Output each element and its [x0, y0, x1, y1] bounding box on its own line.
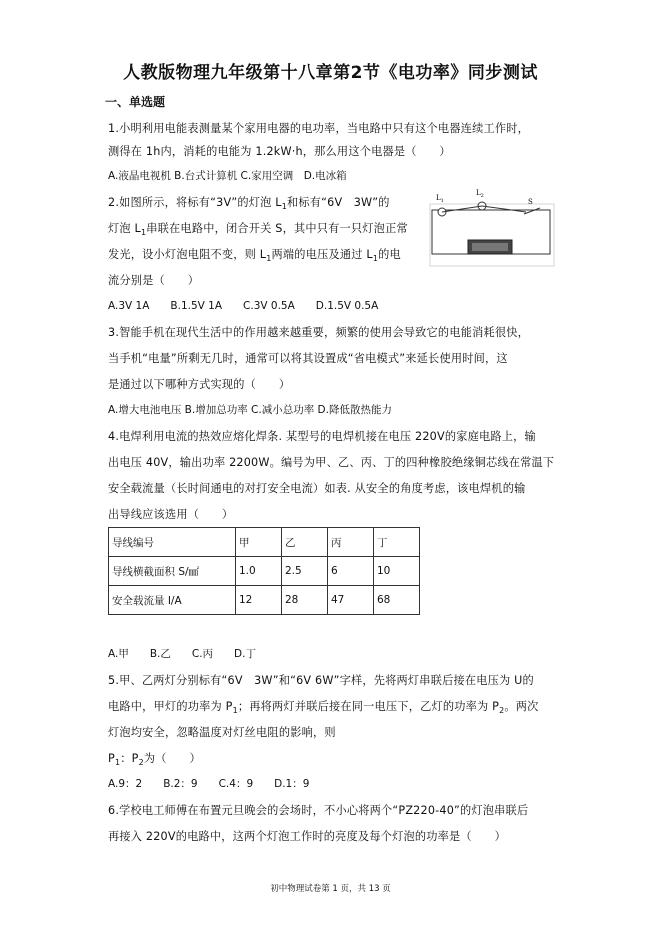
q1-line-2: 测得在 1h内，消耗的电能为 1.2kW·h，那么用这个电器是（ ） — [108, 145, 451, 158]
table-cell: 47 — [328, 586, 374, 615]
q5-line-3: 灯泡均安全，忽略温度对灯丝电阻的影响，则 — [108, 726, 336, 739]
label-l2: $L_2$ — [476, 189, 484, 199]
q2-line-1: 2.如图所示，将标有“3V”的灯泡 $L_1$和标有“6V 3W”的 — [108, 196, 390, 212]
table-header-cell: 乙 — [282, 528, 328, 557]
table-row — [109, 557, 420, 586]
table-row — [109, 586, 420, 615]
q2-line-2: 灯泡 $L_1$串联在电路中，闭合开关 S，其中只有一只灯泡正常 — [108, 222, 408, 238]
q2-options: A.3V 1A B.1.5V 1A C.3V 0.5A D.1.5V 0.5A — [108, 300, 379, 312]
q6-line-1: 6.学校电工师傅在布置元旦晚会的会场时，不小心将两个“PZ220-40”的灯泡串联后 — [108, 804, 529, 817]
q2-line-4: 流分别是（ ） — [108, 274, 200, 287]
table-cell: 28 — [282, 586, 328, 615]
table-cell: 10 — [374, 557, 420, 586]
q3-line-1: 3.智能手机在现代生活中的作用越来越重要，频繁的使用会导致它的电能消耗很快， — [108, 326, 530, 339]
label-l1: $L_1$ — [436, 194, 444, 204]
q1-options: A.液晶电视机 B.台式计算机 C.家用空调 D.电冰箱 — [108, 170, 347, 182]
table-cell: 安全载流量 I/A — [109, 586, 236, 615]
q4-line-1: 4.电焊利用电流的热效应熔化焊条. 某型号的电焊机接在电压 220V的家庭电路上，输 — [108, 430, 536, 443]
table-header-cell: 丁 — [374, 528, 420, 557]
q5-options: A.9：2 B.2：9 C.4：9 D.1：9 — [108, 778, 310, 790]
q4-line-2: 出电压 40V，输出功率 2200W。编号为甲、乙、丙、丁的四种橡胶绝缘铜芯线在常温下 — [108, 456, 555, 469]
battery-top-icon — [472, 243, 508, 251]
q4-line-4: 出导线应该选用（ ） — [108, 508, 234, 521]
q5-line-1: 5.甲、乙两灯分别标有“6V 3W”和“6V 6W”字样，先将两灯串联后接在电压为 U的 — [108, 674, 534, 687]
switch-icon — [524, 208, 540, 214]
table-cell: 导线横截面积 S/㎟ — [109, 557, 236, 586]
circuit-wire-l1-l2 — [442, 206, 482, 212]
q5-line-4: $P_1$：$P_2$为（ ） — [108, 752, 201, 768]
table-header-cell: 甲 — [236, 528, 282, 557]
page-footer: 初中物理试卷第 1 页，共 13 页 — [270, 884, 391, 894]
table-cell: 6 — [328, 557, 374, 586]
table-cell: 68 — [374, 586, 420, 615]
label-s: S — [528, 198, 533, 206]
q1-line-1: 1.小明利用电能表测量某个家用电器的电功率，当电路中只有这个电器连续工作时， — [108, 122, 530, 135]
page-title: 人教版物理九年级第十八章第2节《电功率》同步测试 — [123, 63, 538, 83]
q4-line-3: 安全载流量（长时间通电的对打安全电流）如表. 从安全的角度考虑，该电焊机的输 — [108, 482, 526, 495]
circuit-frame — [430, 204, 554, 266]
wire-table — [108, 527, 420, 615]
table-cell: 2.5 — [282, 557, 328, 586]
circuit-wire-l2-s — [482, 206, 526, 212]
q3-line-2: 当手机“电量”所剩无几时，通常可以将其设置成“省电模式”来延长使用时间，这 — [108, 352, 508, 365]
q6-line-2: 再接入 220V的电路中，这两个灯泡工作时的亮度及每个灯泡的功率是（ ） — [108, 830, 506, 843]
table-cell: 1.0 — [236, 557, 282, 586]
q3-line-3: 是通过以下哪种方式实现的（ ） — [108, 378, 291, 391]
q2-line-3: 发光，设小灯泡电阻不变，则 $L_1$两端的电压及通过 $L_1$的电 — [108, 248, 401, 264]
q4-options: A.甲 B.乙 C.丙 D.丁 — [108, 648, 256, 660]
circuit-diagram — [428, 188, 558, 268]
q5-line-2: 电路中，甲灯的功率为 $P_1$；再将两灯并联后接在同一电压下，乙灯的功率为 $P_2$。两次 — [108, 700, 539, 716]
table-cell: 12 — [236, 586, 282, 615]
table-header-row — [109, 528, 420, 557]
table-header-cell: 导线编号 — [109, 528, 236, 557]
q3-options: A.增大电池电压 B.增加总功率 C.减小总功率 D.降低散热能力 — [108, 404, 392, 416]
section-heading: 一、单选题 — [105, 95, 166, 109]
table-header-cell: 丙 — [328, 528, 374, 557]
